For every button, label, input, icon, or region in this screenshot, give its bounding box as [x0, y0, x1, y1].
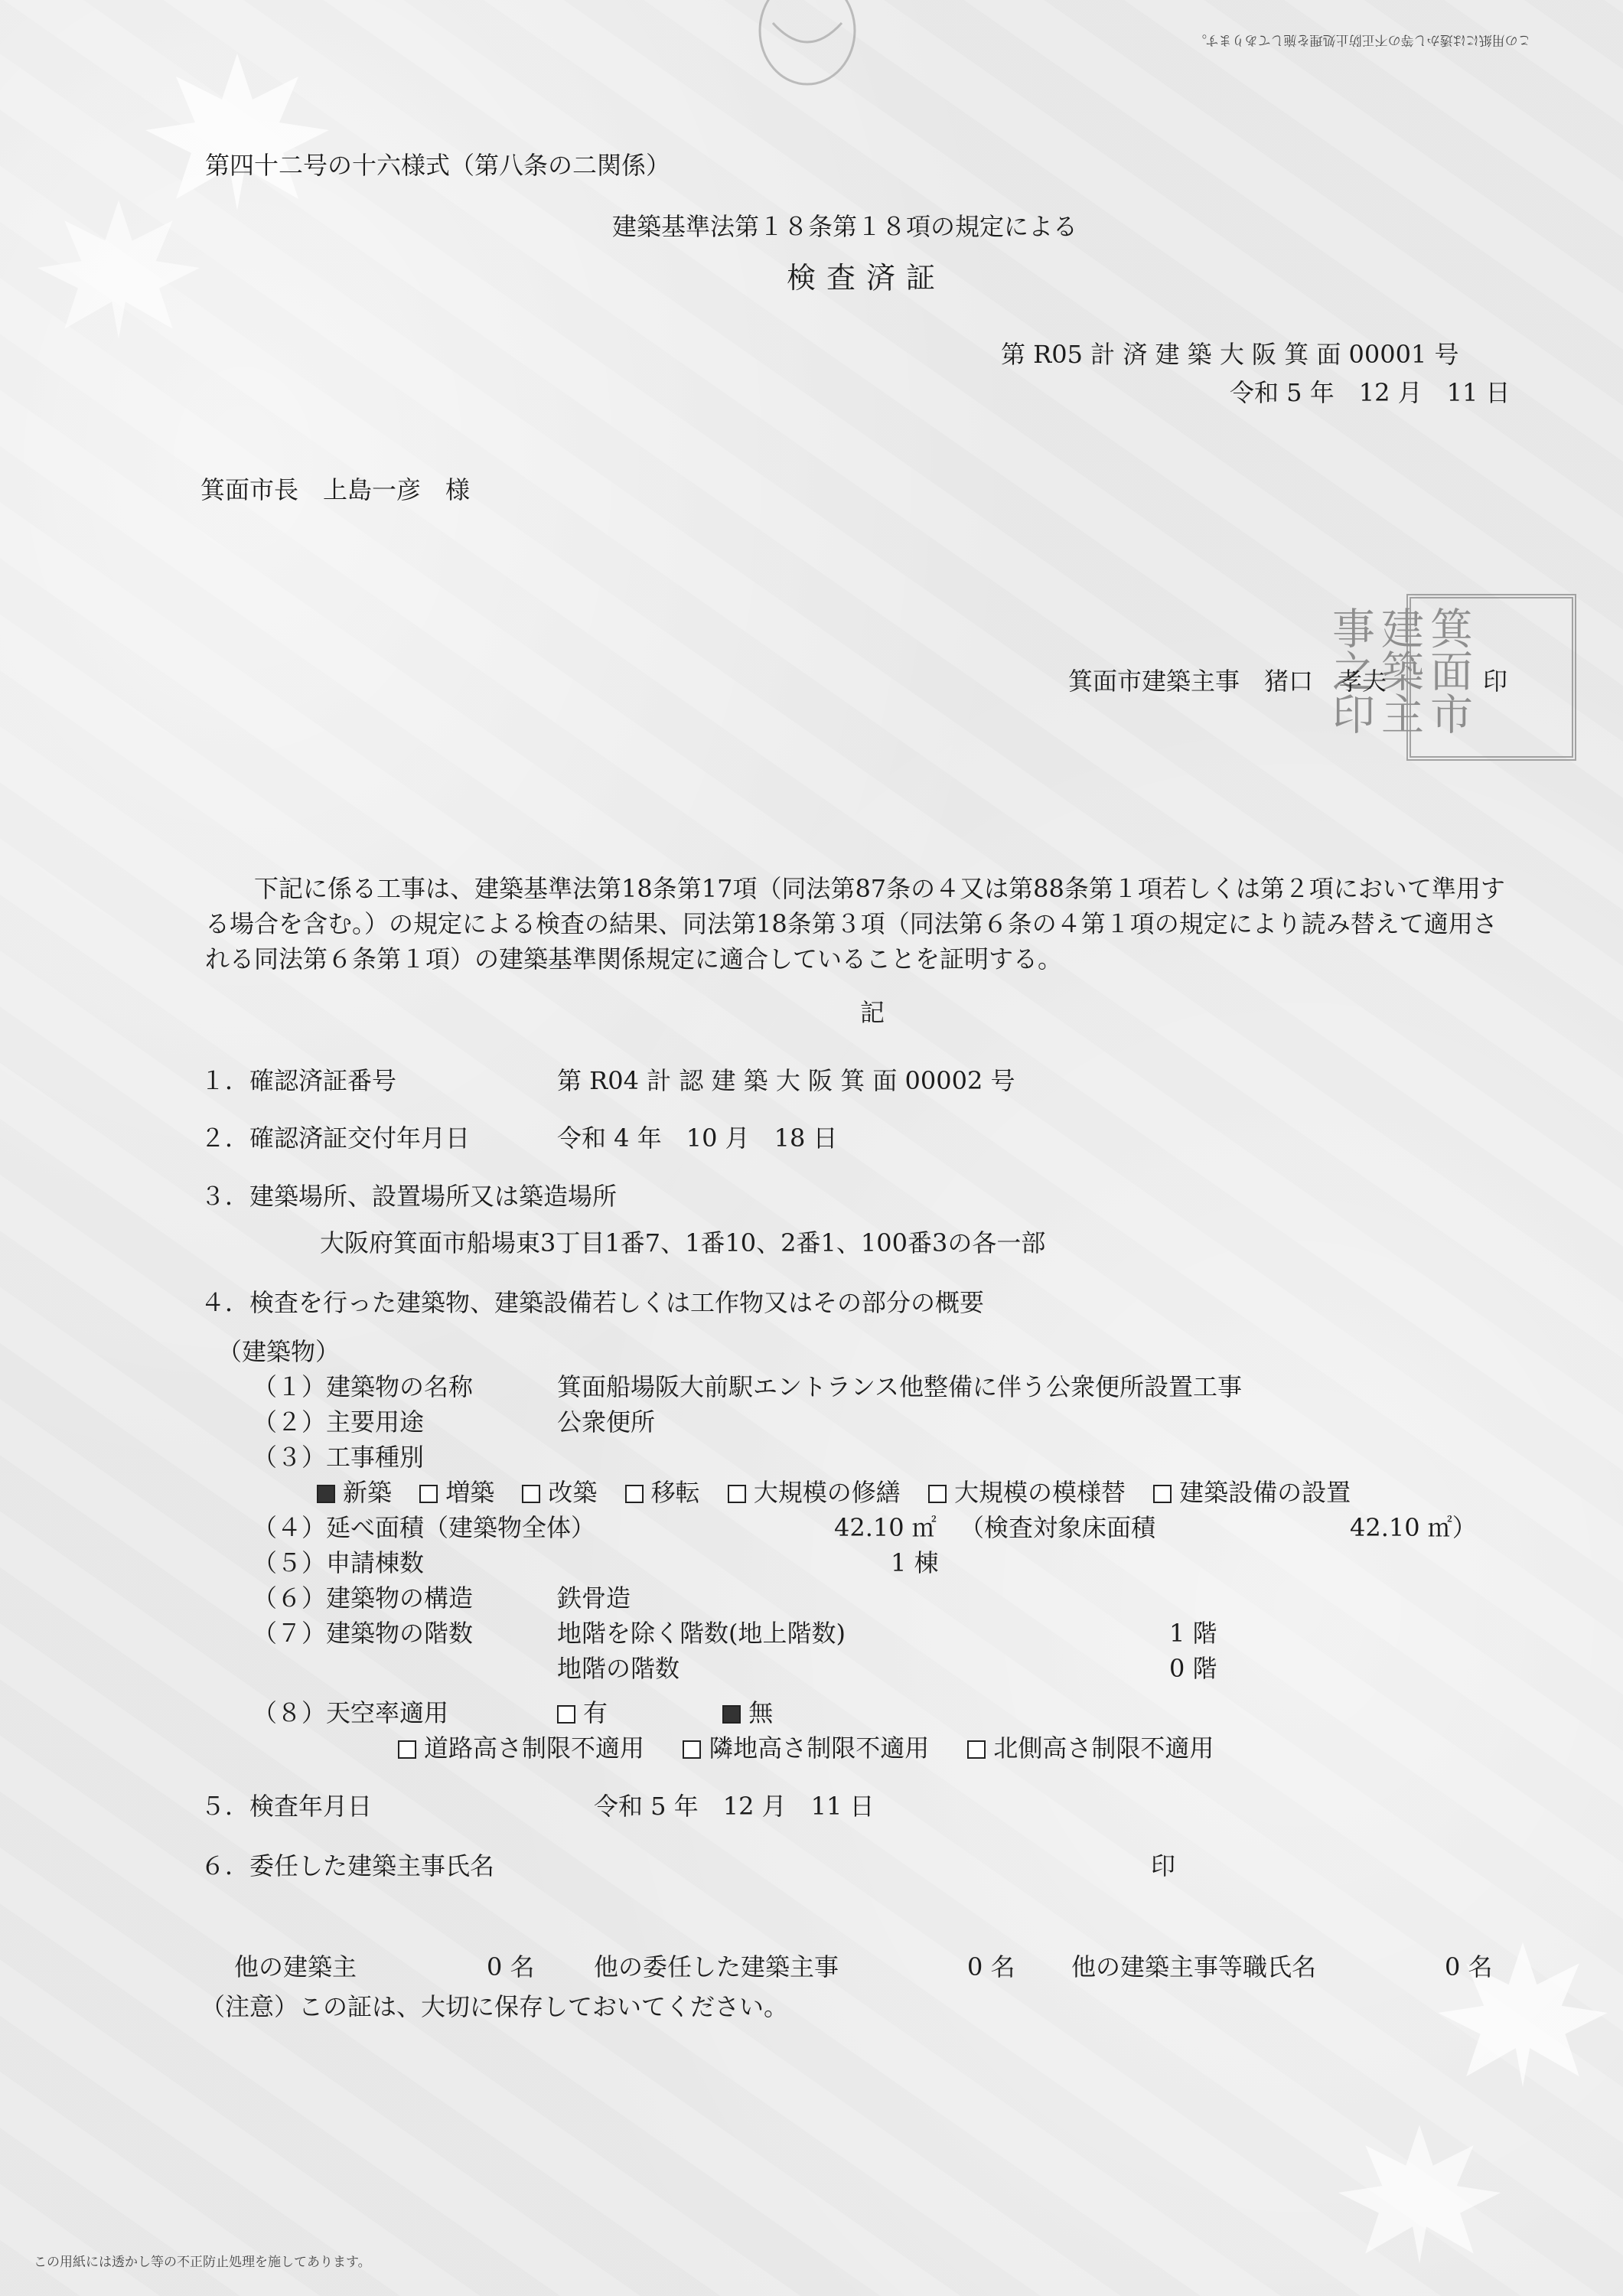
others-staff-label: 他の建築主事等職氏名: [1071, 1952, 1317, 1981]
b7-label: （７）建築物の階数: [253, 1619, 474, 1648]
adjacent-height-option[interactable]: [683, 1733, 929, 1763]
b5-value: 1 棟: [891, 1548, 939, 1577]
sky-options: [557, 1698, 773, 1728]
work-type-relocation[interactable]: [625, 1477, 700, 1508]
b3-label: （３）工事種別: [253, 1443, 425, 1472]
others-owner-label: 他の建築主: [234, 1952, 357, 1981]
ki-heading: 記: [860, 998, 885, 1027]
checkbox-checked-icon: [722, 1705, 741, 1724]
item2-value: 令和 4 年 10 月 18 日: [557, 1124, 838, 1153]
issue-date: 令和 5 年 12 月 11 日: [1230, 378, 1511, 407]
certificate-number: 第 R05 計 済 建 築 大 阪 箕 面 00001 号: [1001, 340, 1459, 369]
footer-note: この用紙には透かし等の不正防止処理を施してあります。: [34, 2255, 371, 2270]
b1-label: （１）建築物の名称: [253, 1372, 474, 1401]
item1-value: 第 R04 計 認 建 築 大 阪 箕 面 00002 号: [557, 1066, 1015, 1095]
item1-label: １．確認済証番号: [200, 1066, 397, 1095]
work-type-label: 大規模の模様替: [953, 1478, 1126, 1507]
b4-label: （４）延べ面積（建築物全体）: [253, 1513, 596, 1542]
work-type-extension[interactable]: [419, 1477, 494, 1508]
option-label: 北側高さ制限不適用: [993, 1733, 1214, 1763]
work-type-equipment[interactable]: [1153, 1477, 1351, 1508]
maple-leaf-icon: [31, 191, 207, 344]
b6-value: 鉄骨造: [557, 1583, 631, 1613]
item6-seal-mark: 印: [1151, 1851, 1176, 1880]
item5-label: ５．検査年月日: [200, 1792, 373, 1821]
work-type-label: 建築設備の設置: [1179, 1478, 1351, 1507]
city-emblem-icon: [754, 0, 861, 92]
item2-label: ２．確認済証交付年月日: [200, 1124, 471, 1153]
work-type-label: 改築: [548, 1478, 598, 1507]
intro-paragraph: 下記に係る工事は、建築基準法第18条第17項（同法第87条の４又は第88条第１項若しくは第２項において準用する場合を含む。）の規定による検査の結果、同法第18条第３項（同法第６条の４第１項の規定により読み替えて適用される同法第６条第１項）の建築基準関係規定に適合していることを証明する。: [205, 874, 1505, 974]
b8-label: （８）天空率適用: [253, 1698, 449, 1727]
basis-line: 建築基準法第１８条第１８項の規定による: [612, 212, 1078, 241]
item3-value: 大阪府箕面市船場東3丁目1番7、1番10、2番1、100番3の各一部: [320, 1228, 1046, 1257]
item4-label: ４．検査を行った建築物、建築設備若しくは工作物又はその部分の概要: [200, 1288, 985, 1317]
work-type-label: 大規模の修繕: [753, 1478, 901, 1507]
b7-below-label: 地階の階数: [557, 1654, 680, 1683]
issuer-name: 箕面市建築主事 猪口 孝夫: [1068, 667, 1387, 696]
form-name: 第四十二号の十六様式（第八条の二関係）: [205, 151, 671, 180]
north-height-option[interactable]: [967, 1733, 1214, 1763]
seal-lettering: 箕面市建築主事之印: [1325, 606, 1473, 735]
work-type-label: 新築: [343, 1478, 393, 1507]
sky-yes-option[interactable]: [557, 1698, 608, 1728]
work-type-label: 増築: [445, 1478, 495, 1507]
b7-above-label: 地階を除く階数(地上階数): [557, 1619, 846, 1648]
work-type-new[interactable]: [317, 1477, 392, 1508]
option-label: 隣地高さ制限不適用: [709, 1733, 930, 1763]
work-type-rebuild[interactable]: [522, 1477, 597, 1508]
checkbox-icon: [928, 1485, 947, 1503]
b7-below-value: 0 階: [1169, 1654, 1217, 1683]
item5-value: 令和 5 年 12 月 11 日: [594, 1792, 875, 1821]
height-limit-options: [398, 1733, 1214, 1763]
building-heading: （建築物）: [217, 1337, 341, 1366]
b5-label: （５）申請棟数: [253, 1548, 425, 1577]
maple-leaf-icon: [138, 46, 337, 214]
issuer-seal-mark: 印: [1483, 667, 1508, 696]
checkbox-icon: [1153, 1485, 1172, 1503]
others-delegate-value: 0 名: [967, 1952, 1015, 1981]
b4-inspect-label: （検査対象床面積: [960, 1513, 1156, 1542]
checkbox-icon: [728, 1485, 746, 1503]
work-type-label: 移転: [650, 1478, 700, 1507]
caution-note: （注意）この証は、大切に保存しておいてください。: [200, 1992, 789, 2021]
road-height-option[interactable]: [398, 1733, 644, 1763]
work-type-options: [317, 1477, 1351, 1508]
others-delegate-label: 他の委任した建築主事: [594, 1952, 839, 1981]
b2-label: （２）主要用途: [253, 1407, 425, 1437]
item3-label: ３．建築場所、設置場所又は築造場所: [200, 1182, 618, 1211]
b6-label: （６）建築物の構造: [253, 1583, 474, 1613]
b1-value: 箕面船場阪大前駅エントランス他整備に伴う公衆便所設置工事: [557, 1372, 1243, 1401]
reversed-note: この用紙には透かし等の不正防止処理を施してあります。: [1194, 32, 1531, 47]
option-label: 道路高さ制限不適用: [424, 1733, 645, 1763]
checkbox-icon: [398, 1740, 416, 1759]
checkbox-icon: [967, 1740, 986, 1759]
b4-value: 42.10 ㎡: [834, 1513, 937, 1542]
work-type-major-remodel[interactable]: [928, 1477, 1126, 1508]
addressee: 箕面市長 上島一彦 様: [200, 475, 471, 504]
checkbox-icon: [625, 1485, 644, 1503]
option-label: 有: [583, 1698, 608, 1727]
sky-no-option[interactable]: [722, 1698, 773, 1728]
others-staff-value: 0 名: [1445, 1952, 1493, 1981]
b4-inspect-value: 42.10 ㎡）: [1350, 1513, 1477, 1542]
item6-label: ６．委任した建築主事氏名: [200, 1851, 495, 1880]
checkbox-icon: [557, 1705, 575, 1724]
b2-value: 公衆便所: [557, 1407, 656, 1437]
checkbox-icon: [419, 1485, 438, 1503]
work-type-major-repair[interactable]: [728, 1477, 901, 1508]
others-owner-value: 0 名: [487, 1952, 535, 1981]
option-label: 無: [748, 1698, 774, 1727]
checkbox-icon: [522, 1485, 540, 1503]
b7-above-value: 1 階: [1169, 1619, 1217, 1648]
checkbox-icon: [683, 1740, 701, 1759]
checkbox-checked-icon: [317, 1485, 335, 1503]
maple-leaf-icon: [1331, 2112, 1507, 2273]
page-title: 検査済証: [787, 261, 947, 295]
